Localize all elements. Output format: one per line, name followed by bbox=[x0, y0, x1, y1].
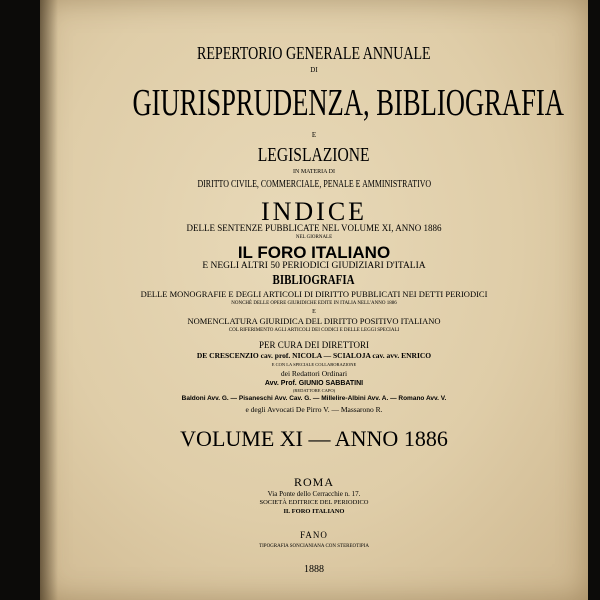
riferimento-line: COL RIFERIMENTO AGLI ARTICOLI DEI CODICI E DELLE LEGGI SPECIALI bbox=[228, 328, 400, 333]
imprint-fano: FANO bbox=[300, 530, 328, 540]
monografie-line: DELLE MONOGRAFIE E DEGLI ARTICOLI DI DIRITTO PUBBLICATI NEI DETTI PERIODICI bbox=[140, 289, 488, 299]
sentenze-line: DELLE SENTENZE PUBBLICATE NEL VOLUME XI, ANNO 1886 bbox=[186, 223, 442, 233]
imprint-societa: SOCIETÀ EDITRICE DEL PERIODICO bbox=[259, 499, 369, 506]
e-connector-1: E bbox=[311, 131, 317, 139]
direttori-names: DE CRESCENZIO cav. prof. NICOLA — SCIALOJA cav. avv. ENRICO bbox=[196, 351, 432, 360]
diritto-line: DIRITTO CIVILE, COMMERCIALE, PENALE E AMMINISTRATIVO bbox=[197, 178, 431, 190]
imprint-tipografia: TIPOGRAFIA SONCIANIANA CON STEREOTIPIA bbox=[259, 544, 369, 549]
volume-anno: VOLUME XI — ANNO 1886 bbox=[180, 426, 448, 451]
altri-periodici: E NEGLI ALTRI 50 PERIODICI GIUDIZIARI D'ITALIA bbox=[202, 261, 426, 271]
left-dark-edge bbox=[0, 0, 40, 600]
foro-italiano-title: IL FORO ITALIANO bbox=[237, 243, 391, 262]
imprint-address: Via Ponte dello Cerracchie n. 17. bbox=[267, 490, 361, 498]
nomenclatura-line: NOMENCLATURA GIURIDICA DEL DIRITTO POSITIVO ITALIANO bbox=[187, 316, 441, 326]
bibliografia-heading: BIBLIOGRAFIA bbox=[273, 273, 355, 288]
nonche-line: NONCHÈ DELLE OPERE GIURIDICHE EDITE IN ITALIA NELL'ANNO 1886 bbox=[231, 301, 397, 306]
redattore-capo: (REDATTORE CAPO) bbox=[292, 388, 336, 393]
sabbatini-line: Avv. Prof. GIUNIO SABBATINI bbox=[264, 380, 364, 387]
imprint-foro: IL FORO ITALIANO bbox=[283, 508, 345, 515]
imprint-year: 1888 bbox=[304, 564, 324, 575]
in-materia-di: IN MATERIA DI bbox=[293, 169, 335, 175]
imprint-city: ROMA bbox=[293, 475, 334, 489]
nel-giornale: NEL GIORNALE bbox=[295, 235, 333, 240]
main-title: GIURISPRUDENZA, BIBLIOGRAFIA bbox=[132, 82, 564, 124]
per-cura-line: PER CURA DEI DIRETTORI bbox=[258, 340, 370, 350]
indice-title: INDICE bbox=[260, 197, 368, 226]
e-connector-2: E bbox=[312, 309, 316, 315]
legislazione: LEGISLAZIONE bbox=[258, 144, 370, 166]
di-connector: DI bbox=[310, 66, 318, 74]
repertorio-line: REPERTORIO GENERALE ANNUALE bbox=[197, 43, 431, 63]
collaboratori-list: Baldoni Avv. G. — Pisaneschi Avv. Cav. G. — Millelire-Albini Avv. A. — Romano Avv. V. bbox=[181, 395, 447, 402]
avvocati-line: e degli Avvocati De Pirro V. — Massarono R. bbox=[245, 405, 383, 414]
redattori-line: dei Redattori Ordinari bbox=[280, 369, 348, 378]
collaborazione-line: E CON LA SPECIALE COLLABORAZIONE bbox=[271, 362, 357, 367]
